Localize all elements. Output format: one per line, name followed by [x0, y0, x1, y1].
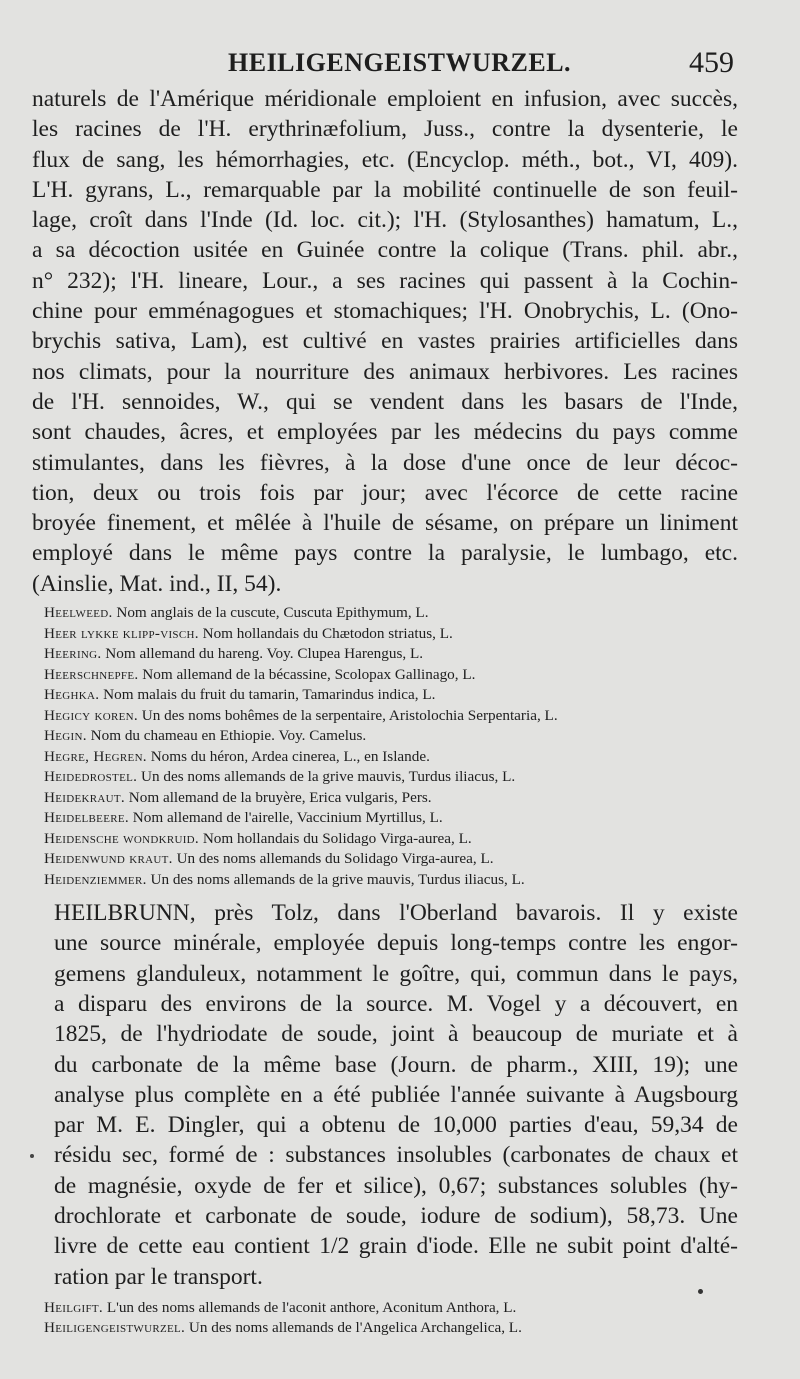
glossary-entry	[44, 829, 738, 850]
text-line: brychis sativa, Lam), est cultivé en vastes prairies artificielles dans	[32, 328, 738, 355]
text-line: 1825, de l'hydriodate de soude, joint à beaucoup de muriate et à	[54, 1021, 738, 1048]
glossary-definition: Un des noms allemands de l'Angelica Archangelica, L.	[185, 1319, 522, 1337]
text-line: naturels de l'Amérique méridionale emploient en infusion, avec succès,	[32, 86, 738, 112]
glossary-definition: Nom allemand du hareng. Voy. Clupea Harengus, L.	[101, 645, 424, 663]
text-line: HEILBRUNN, près Tolz, dans l'Oberland bavarois. Il y existe	[54, 900, 738, 927]
glossary-definition: Nom hollandais du Chætodon striatus, L.	[198, 624, 453, 642]
text-line: flux de sang, les hémorrhagies, etc. (Encyclop. méth., bot., VI, 409).	[32, 146, 738, 173]
glossary-headword: Heidedrostel.	[44, 768, 138, 786]
text-line: tion, deux ou trois fois par jour; avec l'écorce de cette racine	[32, 479, 738, 506]
text-line: résidu sec, formé de : substances insolubles (carbonates de chaux et	[54, 1142, 738, 1169]
glossary-entry	[44, 767, 738, 788]
glossary-definition: Nom allemand de la bécassine, Scolopax Gallinago, L.	[138, 665, 476, 683]
text-line: drochlorate et carbonate de soude, iodure de sodium), 58,73. Une	[54, 1203, 738, 1230]
glossary-headword: Hegre, Hegren.	[44, 747, 147, 765]
text-line: (Ainslie, Mat. ind., II, 54).	[32, 570, 282, 597]
page-number: 459	[689, 46, 734, 79]
text-line: du carbonate de la même base (Journ. de pharm., XIII, 19); une	[54, 1051, 738, 1078]
glossary-definition: Un des noms allemands de la grive mauvis, Turdus iliacus, L.	[146, 870, 525, 888]
text-line: gemens glanduleux, notamment le goître, qui, commun dans le pays,	[54, 960, 738, 987]
glossary-headword: Heiligengeistwurzel.	[44, 1319, 186, 1337]
text-line: lage, croît dans l'Inde (Id. loc. cit.); l'H. (Stylosanthes) hamatum, L.,	[32, 207, 738, 234]
text-line: n° 232); l'H. lineare, Lour., a ses racines qui passent à la Cochin-	[32, 267, 738, 294]
glossary-definition: Un des noms allemands du Solidago Virga-aurea, L.	[172, 850, 494, 868]
text-line: les racines de l'H. erythrinæfolium, Juss., contre la dysenterie, le	[32, 116, 738, 143]
text-line: une source minérale, employée depuis long-temps contre les engor-	[54, 930, 738, 957]
glossary-definition: Nom du chameau en Ethiopie. Voy. Camelus.	[86, 727, 367, 745]
glossary-headword: Heidenwund kraut.	[44, 850, 173, 868]
ink-dot	[698, 1289, 703, 1294]
text-line: de magnésie, oxyde de fer et silice), 0,67; substances solubles (hy-	[54, 1172, 738, 1199]
paragraph-hedysarum-continued	[32, 84, 738, 599]
glossary-headword: Heidenziemmer.	[44, 870, 147, 888]
glossary-entry	[44, 1318, 738, 1339]
glossary-entry	[44, 849, 738, 870]
text-line: par M. E. Dingler, qui a obtenu de 10,000 parties d'eau, 59,34 de	[54, 1112, 738, 1139]
text-line: a disparu des environs de la source. M. Vogel y a découvert, en	[54, 990, 738, 1017]
glossary-headword: Heilgift.	[44, 1298, 104, 1316]
glossary-definition: L'un des noms allemands de l'aconit anthore, Aconitum Anthora, L.	[103, 1298, 517, 1316]
glossary-entry	[44, 788, 738, 809]
page-header	[0, 48, 800, 88]
glossary-headword: Heidekraut.	[44, 788, 125, 806]
glossary-headword: Hegicy koren.	[44, 706, 138, 724]
glossary-entry	[44, 685, 738, 706]
text-line: broyée finement, et mêlée à l'huile de sésame, on prépare un liniment	[32, 510, 738, 537]
glossary-headword: Hegin.	[44, 727, 87, 745]
page-body	[32, 84, 738, 1343]
glossary-headword: Heerschnepfe.	[44, 665, 139, 683]
text-line: L'H. gyrans, L., remarquable par la mobilité continuelle de son feuil-	[32, 176, 738, 203]
glossary-headword: Heelweed.	[44, 604, 113, 622]
text-line: analyse plus complète en a été publiée l'année suivante à Augsbourg	[54, 1081, 738, 1108]
text-line: nos climats, pour la nourriture des animaux herbivores. Les racines	[32, 358, 738, 385]
glossary-entry	[44, 808, 738, 829]
glossary-entry	[44, 870, 738, 891]
glossary-headword: Heer lykke klipp-visch.	[44, 624, 199, 642]
running-head: HEILIGENGEISTWURZEL.	[228, 48, 572, 77]
glossary-block-2	[44, 1298, 738, 1339]
margin-mark	[30, 1154, 34, 1158]
glossary-definition: Nom allemand de l'airelle, Vaccinium Myrtillus, L.	[128, 809, 443, 827]
glossary-headword: Heidelbeere.	[44, 809, 129, 827]
glossary-entry	[44, 1298, 738, 1319]
glossary-entry	[44, 726, 738, 747]
text-line: de l'H. sennoides, W., qui se vendent dans les basars de l'Inde,	[32, 388, 738, 415]
text-line: chine pour emménagogues et stomachiques; l'H. Onobrychis, L. (Ono-	[32, 298, 738, 325]
glossary-entry	[44, 624, 738, 645]
paragraph-heilbrunn	[32, 898, 738, 1292]
glossary-block-1	[44, 603, 738, 890]
text-line: employé dans le même pays contre la paralysie, le lumbago, etc.	[32, 540, 738, 567]
text-line: stimulantes, dans les fièvres, à la dose d'une once de leur décoc-	[32, 449, 738, 476]
glossary-headword: Heghka.	[44, 686, 100, 704]
glossary-entry	[44, 706, 738, 727]
glossary-definition: Nom malais du fruit du tamarin, Tamarindus indica, L.	[99, 686, 436, 704]
glossary-headword: Heidensche wondkruid.	[44, 829, 200, 847]
glossary-entry	[44, 665, 738, 686]
glossary-entry	[44, 603, 738, 624]
glossary-definition: Nom hollandais du Solidago Virga-aurea, L.	[199, 829, 472, 847]
text-line: livre de cette eau contient 1/2 grain d'iode. Elle ne subit point d'alté-	[54, 1233, 738, 1260]
glossary-headword: Heering.	[44, 645, 102, 663]
text-line: sont chaudes, âcres, et employées par les médecins du pays comme	[32, 419, 738, 446]
glossary-definition: Un des noms allemands de la grive mauvis, Turdus iliacus, L.	[137, 768, 516, 786]
glossary-entry	[44, 747, 738, 768]
glossary-definition: Nom anglais de la cuscute, Cuscuta Epithymum, L.	[112, 604, 429, 622]
glossary-definition: Noms du héron, Ardea cinerea, L., en Islande.	[146, 747, 430, 765]
text-line: a sa décoction usitée en Guinée contre la colique (Trans. phil. abr.,	[32, 237, 738, 264]
glossary-entry	[44, 644, 738, 665]
glossary-definition: Un des noms bohêmes de la serpentaire, Aristolochia Serpentaria, L.	[137, 706, 558, 724]
text-line: ration par le transport.	[54, 1263, 263, 1290]
glossary-definition: Nom allemand de la bruyère, Erica vulgaris, Pers.	[125, 788, 432, 806]
